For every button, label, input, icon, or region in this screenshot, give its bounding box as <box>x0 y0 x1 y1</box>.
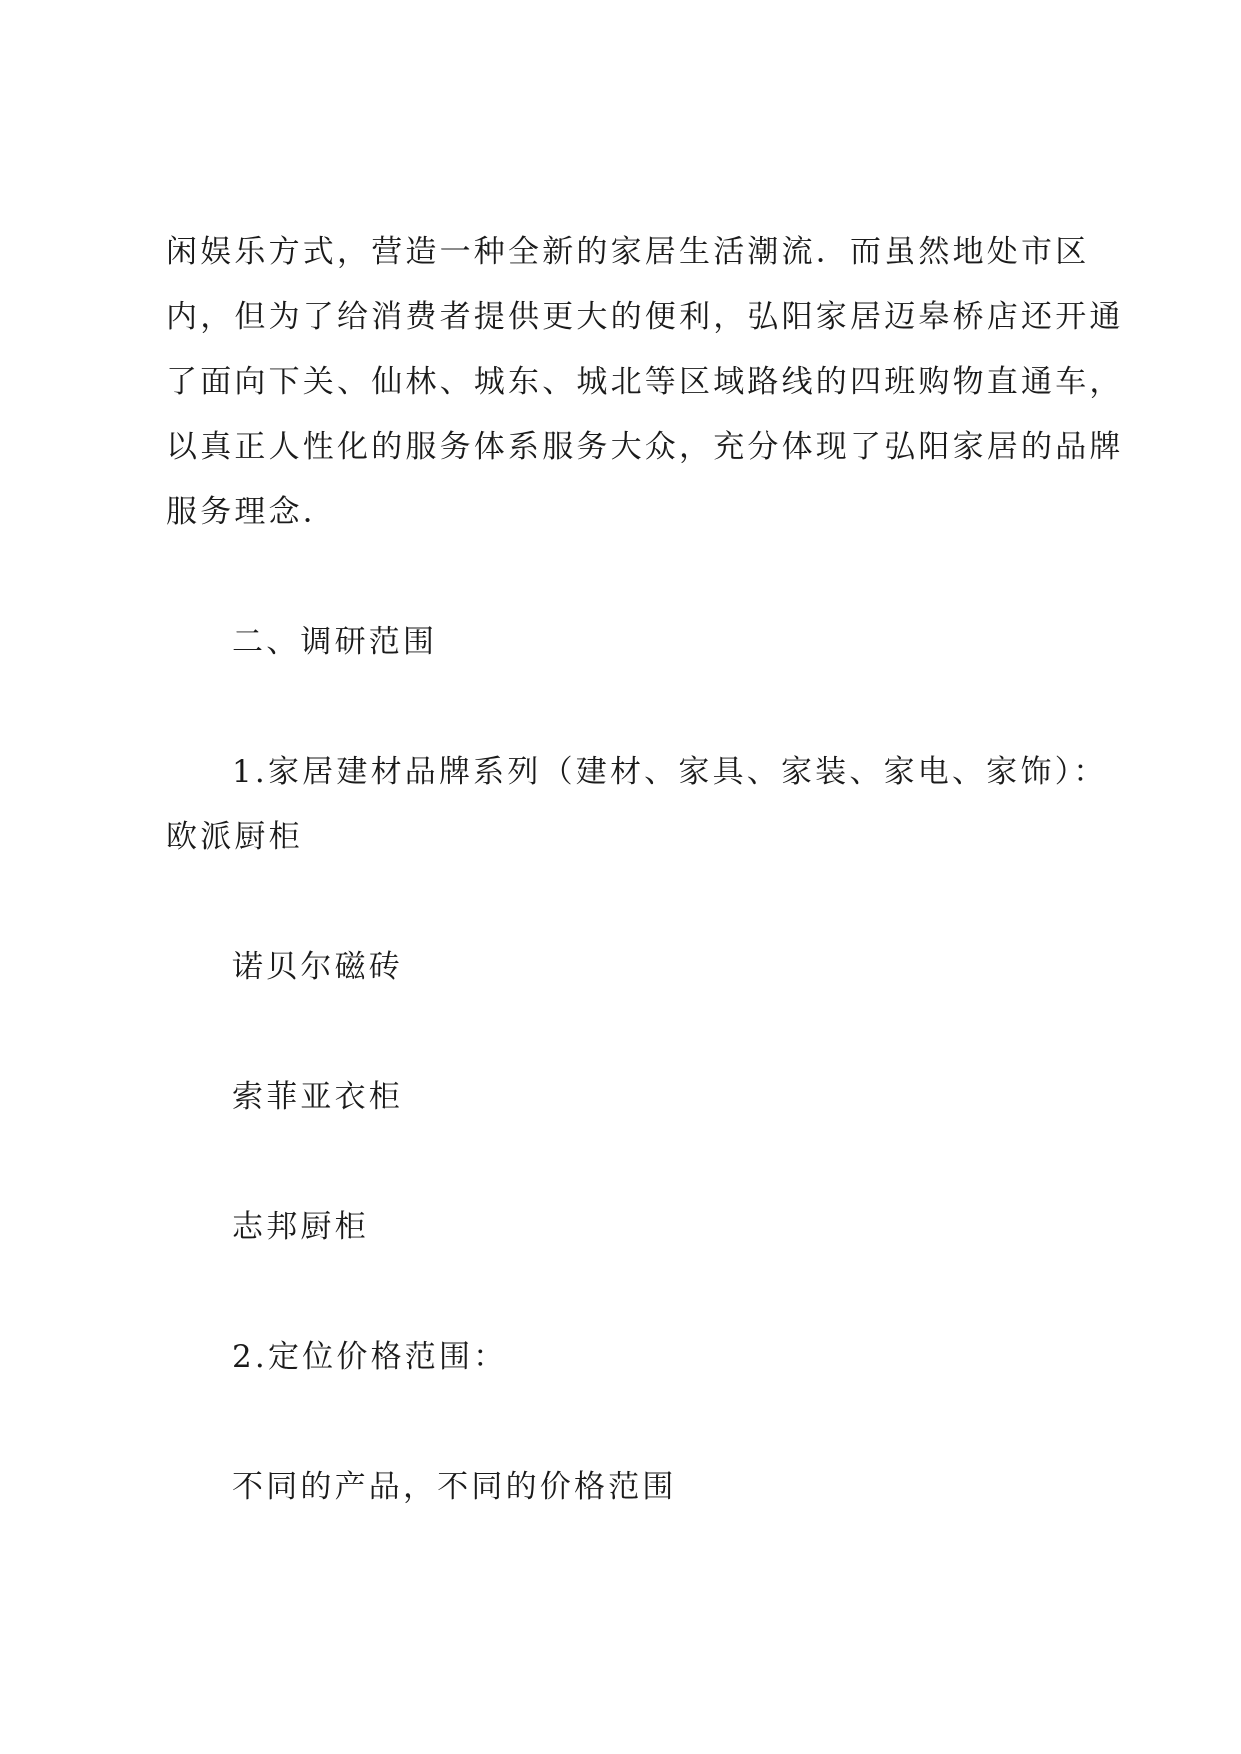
paragraph-line: 服务理念． <box>166 494 337 530</box>
paragraph-line: 闲娱乐方式，营造一种全新的家居生活潮流．而虽然地处市区 <box>166 234 1090 270</box>
paragraph-line: 内，但为了给消费者提供更大的便利，弘阳家居迈皋桥店还开通 <box>166 299 1124 335</box>
paragraph-line: 了面向下关、仙林、城东、城北等区域路线的四班购物直通车， <box>166 364 1124 400</box>
brand-item: 志邦厨柜 <box>232 1209 369 1245</box>
paragraph-line: 以真正人性化的服务体系服务大众，充分体现了弘阳家居的品牌 <box>166 429 1124 465</box>
brand-item: 诺贝尔磁砖 <box>232 949 403 985</box>
section-heading: 二、调研范围 <box>232 624 438 660</box>
list-item-1: 1.家居建材品牌系列（建材、家具、家装、家电、家饰）： <box>232 754 1108 790</box>
list-item-2: 2.定位价格范围： <box>232 1339 508 1375</box>
paragraph-line: 不同的产品，不同的价格范围 <box>232 1469 677 1505</box>
brand-item: 索菲亚衣柜 <box>232 1079 403 1115</box>
list-item-1-continuation: 欧派厨柜 <box>166 819 303 855</box>
